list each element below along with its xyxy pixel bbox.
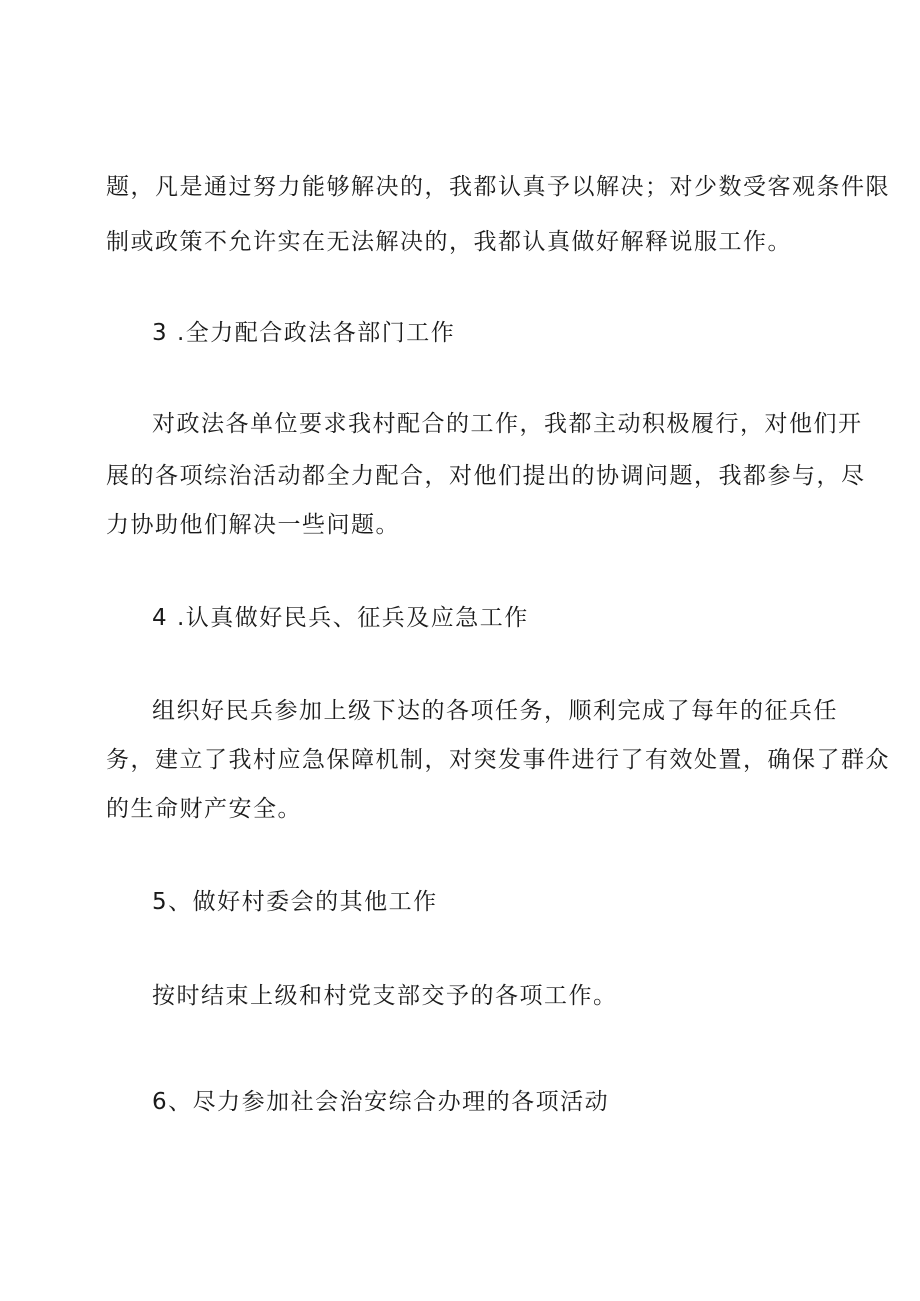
paragraph-2-line-3: 力协助他们解决一些问题。 <box>106 512 400 538</box>
paragraph-3-line-3: 的生命财产安全。 <box>106 796 302 822</box>
section-heading-3: 3 .全力配合政法各部门工作 <box>152 320 456 346</box>
paragraph-1-line-1: 题，凡是通过努力能够解决的，我都认真予以解决；对少数受客观条件限 <box>106 174 890 200</box>
section-heading-5: 5、做好村委会的其他工作 <box>152 889 438 915</box>
paragraph-3-line-2: 务，建立了我村应急保障机制，对突发事件进行了有效处置，确保了群众 <box>106 747 890 773</box>
paragraph-4-line-1: 按时结束上级和村党支部交予的各项工作。 <box>152 983 618 1009</box>
paragraph-3-line-1: 组织好民兵参加上级下达的各项任务，顺利完成了每年的征兵任 <box>152 698 838 724</box>
section-heading-6: 6、尽力参加社会治安综合办理的各项活动 <box>152 1089 610 1115</box>
paragraph-1-line-2: 制或政策不允许实在无法解决的，我都认真做好解释说服工作。 <box>106 229 792 255</box>
paragraph-2-line-1: 对政法各单位要求我村配合的工作，我都主动积极履行，对他们开 <box>152 411 863 437</box>
section-heading-4: 4 .认真做好民兵、征兵及应急工作 <box>152 605 529 631</box>
paragraph-2-line-2: 展的各项综治活动都全力配合，对他们提出的协调问题，我都参与，尽 <box>106 463 866 489</box>
